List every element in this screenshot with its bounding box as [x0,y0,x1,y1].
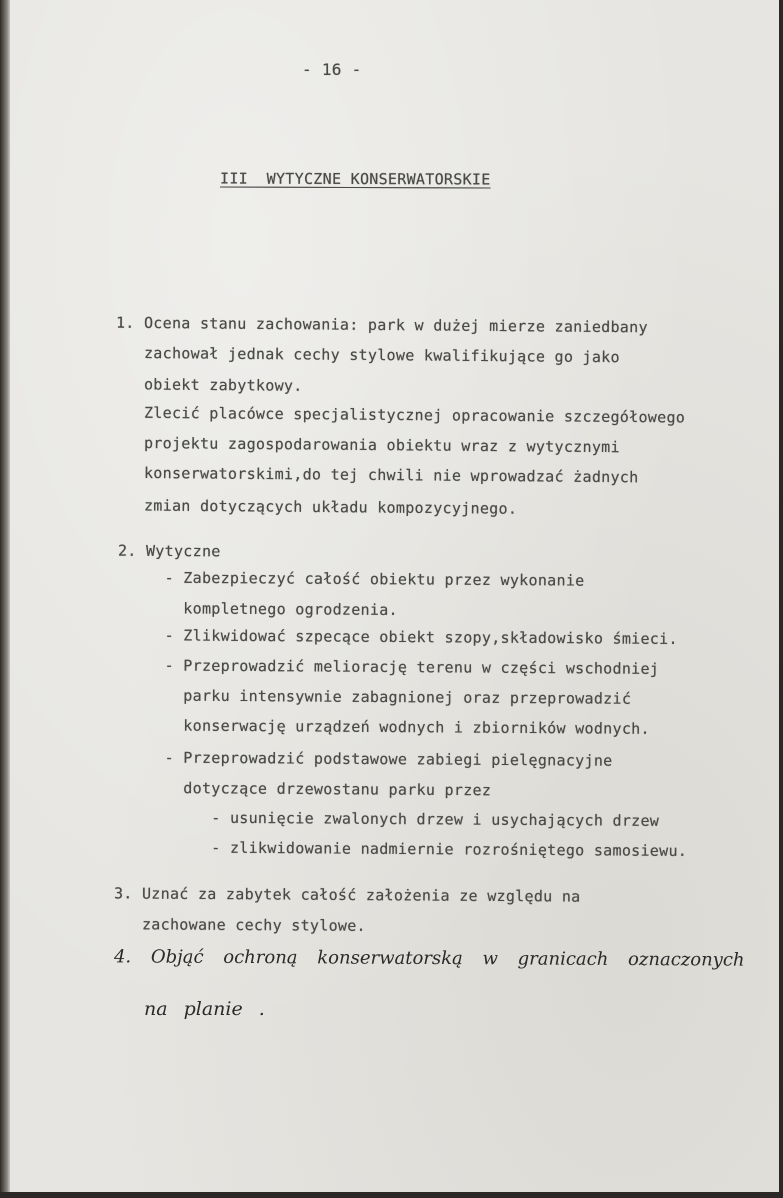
point-3-line: zachowane cechy stylowe. [113,915,366,935]
point-2-line: kompletnego ogrodzenia. [117,599,398,619]
point-2-line: - Zabezpieczyć całość obiektu przez wykonanie [117,568,585,590]
point-2-line: - Przeprowadzić podstawowe zabiegi pielęgnacyjne [117,748,613,770]
point-2-line: - Zlikwidować szpecące obiekt szopy,składowisko śmieci. [117,626,678,648]
page-edge-right [779,0,783,1198]
point-3-line: 3. Uznać za zabytek całość założenia ze względu na [113,884,581,906]
point-2-line: parku intensywnie zabagnionej oraz przeprowadzić [117,686,632,708]
point-2-line: - zlikwidowanie nadmiernie rozrośniętego samosiewu. [117,838,688,860]
point-2-line: konserwację urządzeń wodnych i zbiorników wodnych. [117,716,650,738]
binding-edge [0,0,10,1198]
point-1-line: obiekt zabytkowy. [115,375,303,395]
handwritten-line: na planie . [144,998,265,1020]
point-2-line: - Przeprowadzić meliorację terenu w części wschodniej [117,656,660,678]
point-1-line: zachował jednak cechy stylowe kwalifikujące go jako [115,343,620,367]
point-1-line: zmian dotyczących układu kompozycyjnego. [115,496,518,518]
point-2-line: - usunięcie zwalonych drzew i usychających drzew [117,808,660,830]
point-1-line: projektu zagospodarowania obiektu wraz z wytycznymi [115,433,620,457]
handwritten-line: 4. Objąć ochroną konserwatorską w granicach oznaczonych [113,946,745,971]
point-1-line: 1. Ocena stanu zachowania: park w dużej mierze zaniedbany [115,313,648,337]
document-page [6,0,781,1193]
page-edge-bottom [0,1192,783,1198]
section-title: III WYTYCZNE KONSERWATORSKIE [219,169,491,189]
point-1-line: konserwatorskimi,do tej chwili nie wprowadzać żadnych [115,463,639,487]
point-2-line: dotyczące drzewostanu parku przez [117,778,492,800]
point-1-line: Zlecić placówce specjalistycznej opracowanie szczegółowego [115,403,686,427]
point-2-line: 2. Wytyczne [117,541,221,561]
page-number: - 16 - [302,60,362,79]
